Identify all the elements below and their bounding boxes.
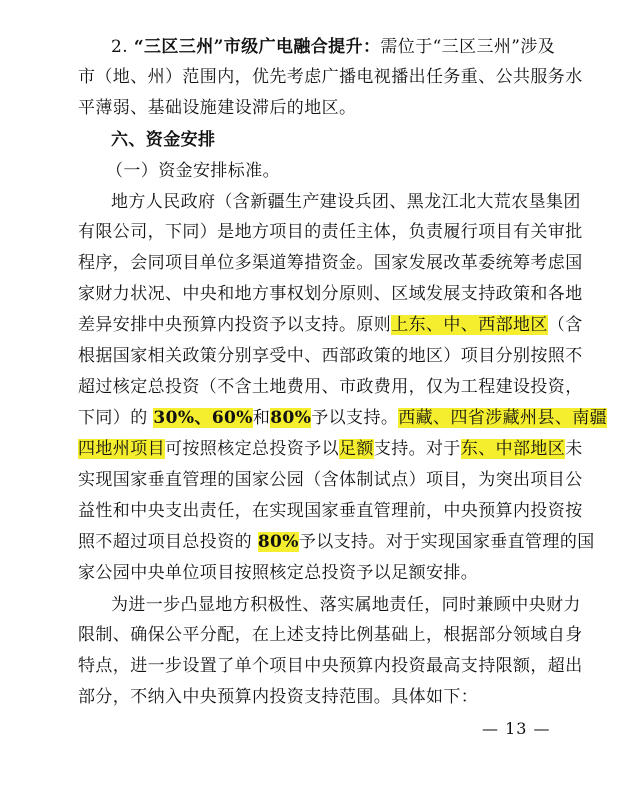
text-run: 市（地、州）范围内，优先考虑广播电视播出任务重、公共服务水 [78,67,583,87]
text-run: 特点，进一步设置了单个项目中央预算内投资最高支持限额，超出 [78,656,583,676]
highlighted-text: 东、中部地区 [460,439,566,459]
text-line [78,558,478,588]
text-line [78,248,583,278]
text-line [78,403,607,433]
text-run: 为进一步凸显地方积极性、落实属地责任，同时兼顾中央财力 [111,595,581,615]
page-number: — 13 — [482,719,551,738]
text-run: 差异安排中央预算内投资予以支持。原则 [78,315,392,335]
text-run: 部分，不纳入中央预算内投资支持范围。具体如下： [78,687,479,707]
highlighted-text: 足额 [339,439,374,459]
highlighted-percent: 80% [257,532,299,552]
text-line [78,310,583,340]
text-run: 地方人民政府（含新疆生产建设兵团、黑龙江北大荒农垦集团 [111,192,581,212]
highlighted-percent: 80% [270,408,312,428]
text-line [106,156,280,186]
text-line [78,620,583,650]
text-line [78,496,583,526]
text-run: 予以支持。 [311,408,399,428]
text-line [78,62,583,92]
text-line [111,590,581,620]
text-line [111,187,581,217]
text-run: 家财力状况、中央和地方事权划分原则、区域发展支持政策和各地 [78,284,583,304]
text-line [111,125,215,155]
text-run: 需位于“三区三州”涉及 [380,37,556,57]
text-run: 根据国家相关政策分别享受中、西部政策的地区）项目分别按照不 [78,346,583,366]
text-line [78,341,583,371]
text-line [78,372,583,402]
highlighted-text: 上东、中、西部地区 [391,315,548,335]
text-run: 家公园中央单位项目按照核定总投资予以足额安排。 [78,563,479,583]
text-run: 实现国家垂直管理的国家公园（含体制试点）项目，为突出项目公 [78,470,583,490]
subheading-text: （一）资金安排标准。 [106,161,280,181]
text-run: 和 [252,408,271,428]
text-run: 限制、确保公平分配，在上述支持比例基础上，根据部分领域自身 [78,625,583,645]
text-run: 有限公司，下同）是地方项目的责任主体，负责履行项目有关审批 [78,222,583,242]
text-line [78,465,583,495]
text-run: 益性和中央支出责任，在实现国家垂直管理前，中央预算内投资按 [78,501,583,521]
text-line [78,217,583,247]
text-run: 照不超过项目总投资的 [78,532,258,552]
text-line [78,93,356,123]
text-run: 超过核定总投资（不含土地费用、市政费用，仅为工程建设投资， [78,377,583,397]
text-line [78,682,478,712]
text-run: 可按照核定总投资予以 [165,439,339,459]
highlighted-text: 四地州项目 [78,439,165,459]
text-run: 2. [111,37,134,57]
text-line [78,527,595,557]
text-run: 未 [565,439,583,459]
heading-text: 六、资金安排 [111,130,216,150]
text-run: 程序，会同项目单位多渠道筹措资金。国家发展改革委统筹考虑国 [78,253,583,273]
text-run-bold: “三区三州”市级广电融合提升： [133,37,381,57]
text-run: 支持。对于 [373,439,461,459]
text-run: 予以支持。对于实现国家垂直管理的国 [298,532,595,552]
text-line [78,434,583,464]
text-run: 下同）的 [78,408,154,428]
text-line [78,651,583,681]
highlighted-percent: 30%、60% [153,408,253,428]
text-run: （含 [547,315,583,335]
highlighted-text: 西藏、四省涉藏州县、南疆 [398,408,608,428]
text-run: 平薄弱、基础设施建设滞后的地区。 [78,98,357,118]
text-line [111,32,555,62]
text-line [78,279,583,309]
